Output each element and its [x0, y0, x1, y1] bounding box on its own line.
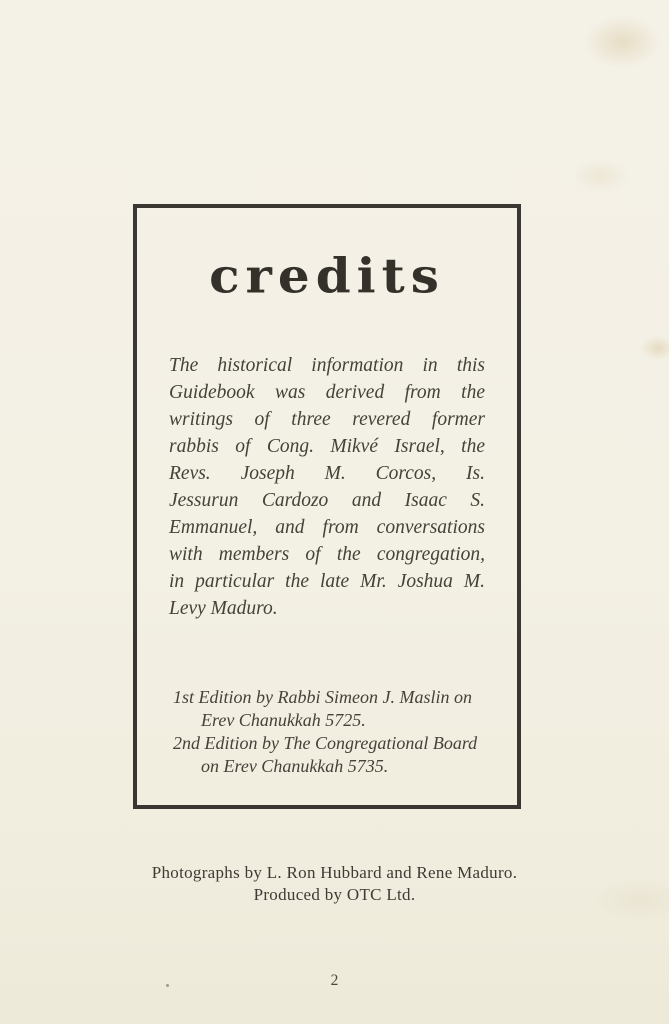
- edition-line: Erev Chanukkah 5725.: [201, 710, 366, 730]
- edition-line: 2nd Edition by The Congregational Board: [173, 733, 478, 753]
- produced-credit-line: Produced by OTC Ltd.: [253, 884, 416, 904]
- edition-notes: [137, 686, 517, 778]
- paragraph-line: rabbis of Cong. Mikvé Israel, the: [169, 436, 485, 457]
- page-number: 2: [330, 972, 339, 989]
- production-credits: [0, 862, 669, 905]
- paragraph-line: writings of three revered former: [169, 409, 485, 430]
- page-title: credits: [209, 247, 445, 304]
- edition-line: 1st Edition by Rabbi Simeon J. Maslin on: [173, 687, 472, 707]
- credits-frame: [133, 204, 521, 809]
- scan-speck: [166, 984, 169, 987]
- paragraph-line: Emmanuel, and from conversations: [169, 517, 485, 538]
- edition-line: on Erev Chanukkah 5735.: [201, 756, 389, 776]
- paragraph-line: in particular the late Mr. Joshua M.: [169, 571, 485, 592]
- paragraph-line: with members of the congregation,: [169, 544, 485, 565]
- photographs-credit-line: Photographs by L. Ron Hubbard and Rene Maduro.: [151, 863, 518, 882]
- paragraph-line: Levy Maduro.: [169, 598, 278, 619]
- credits-paragraph: [137, 352, 517, 622]
- paragraph-line: Revs. Joseph M. Corcos, Is.: [169, 463, 485, 484]
- paragraph-line: The historical information in this: [169, 355, 485, 376]
- paragraph-line: Guidebook was derived from the: [169, 382, 485, 403]
- paragraph-line: Jessurun Cardozo and Isaac S.: [169, 490, 485, 511]
